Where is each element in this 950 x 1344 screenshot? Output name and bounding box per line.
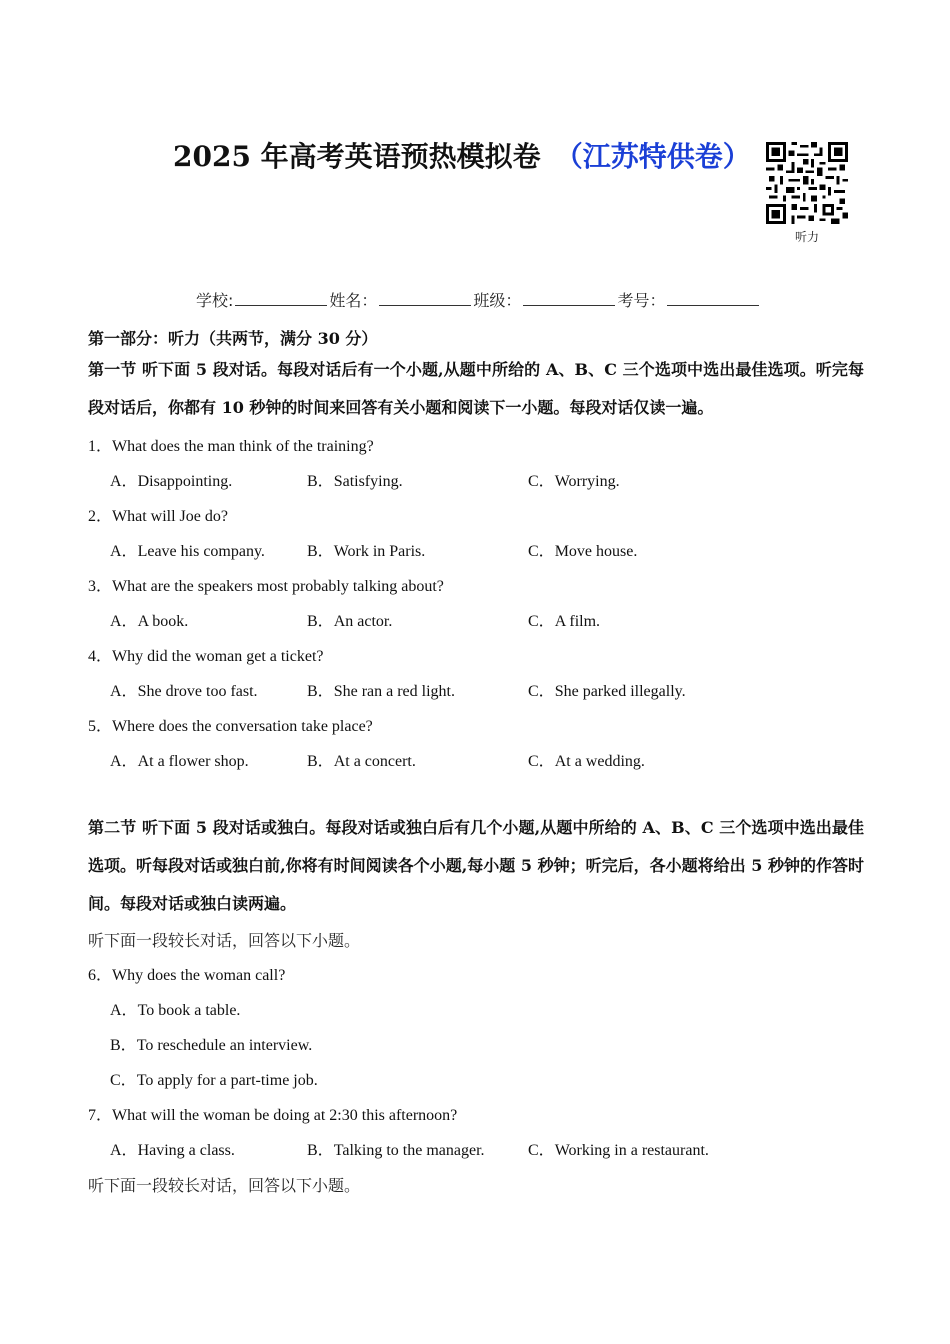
question-number: 7． — [88, 1107, 113, 1124]
option-a[interactable]: A．Disappointing. — [110, 473, 233, 490]
question-number: 2． — [88, 508, 113, 525]
qr-code-icon[interactable] — [766, 142, 848, 224]
option-b[interactable]: B．To reschedule an interview. — [110, 1037, 313, 1054]
exam-no-blank[interactable] — [667, 291, 759, 306]
option-c[interactable]: C．To apply for a part-time job. — [110, 1072, 318, 1089]
student-info-fields — [196, 288, 761, 311]
option-b[interactable]: B．Satisfying. — [307, 473, 403, 490]
question-text: What will Joe do? — [112, 508, 228, 525]
option-a[interactable]: A．To book a table. — [110, 1002, 241, 1019]
title-region: （江苏特供卷） — [568, 140, 751, 173]
option-a[interactable]: A．A book. — [110, 613, 189, 630]
option-b[interactable]: B．At a concert. — [307, 753, 416, 770]
question-text: Why does the woman call? — [112, 967, 286, 984]
dialogue-instruction: 听下面一段较长对话，回答以下小题。 — [88, 1176, 361, 1195]
question-number: 3． — [88, 578, 113, 595]
option-b[interactable]: B．An actor. — [307, 613, 393, 630]
option-a[interactable]: A．She drove too fast. — [110, 683, 258, 700]
question-text: What will the woman be doing at 2:30 this afternoon? — [112, 1107, 458, 1124]
option-b[interactable]: B．Talking to the manager. — [307, 1142, 485, 1159]
class-label: 班级： — [473, 291, 522, 310]
option-c[interactable]: C．A film. — [528, 613, 601, 630]
question-text: What does the man think of the training? — [112, 438, 374, 455]
dialogue-instruction: 听下面一段较长对话，回答以下小题。 — [88, 931, 361, 950]
name-blank[interactable] — [379, 291, 471, 306]
option-a[interactable]: A．At a flower shop. — [110, 753, 249, 770]
option-b[interactable]: B．Work in Paris. — [307, 543, 426, 560]
question-text: Why did the woman get a ticket? — [112, 648, 324, 665]
class-blank[interactable] — [523, 291, 615, 306]
school-blank[interactable] — [235, 291, 327, 306]
question-number: 1． — [88, 438, 113, 455]
option-a[interactable]: A．Leave his company. — [110, 543, 265, 560]
part1-heading: 第一部分：听力（共两节，满分 30 分） — [88, 329, 378, 348]
page-title — [88, 128, 758, 186]
option-c[interactable]: C．Move house. — [528, 543, 638, 560]
option-a[interactable]: A．Having a class. — [110, 1142, 235, 1159]
section2-instructions: 第二节 听下面 5 段对话或独白。每段对话或独白后有几个小题,从题中所给的 A、B、C 三个选项中选出最佳选项。听每段对话或独白前,你将有时间阅读各个小题,每小题 5 秒钟；听完后，各小题将给出 5 秒钟的作答时间。每段对话或独白读两遍。 — [88, 818, 864, 913]
option-c[interactable]: C．Worrying. — [528, 473, 620, 490]
option-c[interactable]: C．She parked illegally. — [528, 683, 686, 700]
exam-no-label: 考号： — [617, 291, 666, 310]
section1-instructions: 第一节 听下面 5 段对话。每段对话后有一个小题,从题中所给的 A、B、C 三个选项中选出最佳选项。听完每段对话后，你都有 10 秒钟的时间来回答有关小题和阅读下一小题。每段对话仅读一遍。 — [88, 360, 864, 417]
option-c[interactable]: C．Working in a restaurant. — [528, 1142, 709, 1159]
question-text: Where does the conversation take place? — [112, 718, 373, 735]
qr-label: 听力 — [794, 230, 819, 244]
school-label: 学校: — [196, 291, 234, 310]
option-c[interactable]: C．At a wedding. — [528, 753, 645, 770]
question-number: 6． — [88, 967, 113, 984]
name-label: 姓名： — [329, 291, 378, 310]
question-number: 5． — [88, 718, 113, 735]
title-main: 2025 年高考英语预热模拟卷 — [173, 140, 569, 173]
question-text: What are the speakers most probably talking about? — [112, 578, 444, 595]
option-b[interactable]: B．She ran a red light. — [307, 683, 455, 700]
question-number: 4． — [88, 648, 113, 665]
